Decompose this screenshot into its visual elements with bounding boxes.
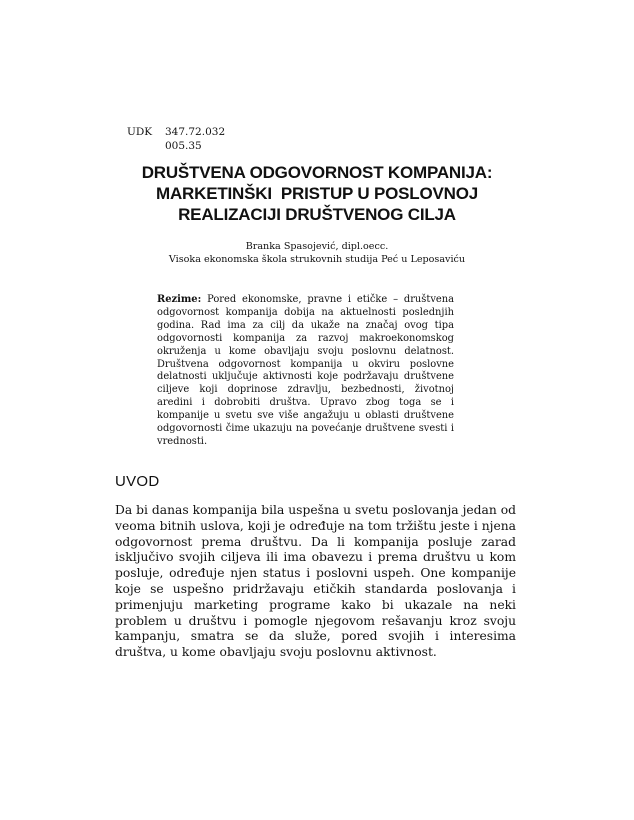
author-block: [110, 241, 524, 266]
title-line-3: REALIZACIJI DRUŠTVENOG CILJA: [178, 205, 456, 224]
section-heading: UVOD: [115, 473, 160, 490]
udk-classification: [127, 125, 225, 153]
author-name: Branka Spasojević, dipl.oecc.: [245, 241, 389, 252]
paper-title: [110, 162, 524, 225]
abstract-keyword: Rezime:: [157, 294, 202, 305]
udk-code-2: 005.35: [165, 140, 202, 152]
udk-code-1: 347.72.032: [165, 126, 226, 138]
section-paragraph: Da bi danas kompanija bila uspešna u svetu poslovanja jedan od veoma bitnih uslova, koji je određuje na tom tržištu jeste i njena odgovornost prema društvu. Da li kompanija posluje zarad isključivo svojih ciljeva ili ima obavezu i prema društvu u kom posluje, određuje njen status i poslovni uspeh. One kompanije koje se uspešno pridržavaju etičkih standarda poslovanja i primenjuju marketing programe kako bi ukazale na neki problem u društvu i pomogle njegovom rešavanju kroz svoju kampanju, smatra se da služe, pored svojih i interesima društva, u kome obavljaju svoju poslovnu aktivnost.: [115, 503, 516, 660]
udk-label: UDK: [127, 126, 153, 138]
title-line-1: DRUŠTVENA ODGOVORNOST KOMPANIJA:: [141, 163, 493, 182]
author-affiliation: Visoka ekonomska škola strukovnih studija Peć u Leposaviću: [168, 253, 466, 265]
title-line-2: MARKETINŠKI PRISTUP U POSLOVNOJ: [156, 184, 478, 203]
abstract: [157, 294, 454, 449]
abstract-text: Pored ekonomske, pravne i etičke – društvena odgovornost kompanija dobija na aktuelnosti poslednjih godina. Rad ima za cilj da ukaže na značaj ovog tipa odgovornosti kompanija za razvoj makroekonomskog okruženja u kome obavljaju svoju poslovnu delatnost. Društvena odgovornost kompanija u okviru poslovne delatnosti uključuje aktivnosti koje podržavaju društvene ciljeve koji doprinose zdravlju, bezbednosti, životnoj aredini i dobrobiti društva. Upravo zbog toga se i kompanije u svetu sve više angažuju u oblasti društvene odgovornosti čime ukazuju na povećanje društvene svesti i vrednosti.: [157, 294, 454, 447]
udk-line-1: [127, 125, 225, 139]
